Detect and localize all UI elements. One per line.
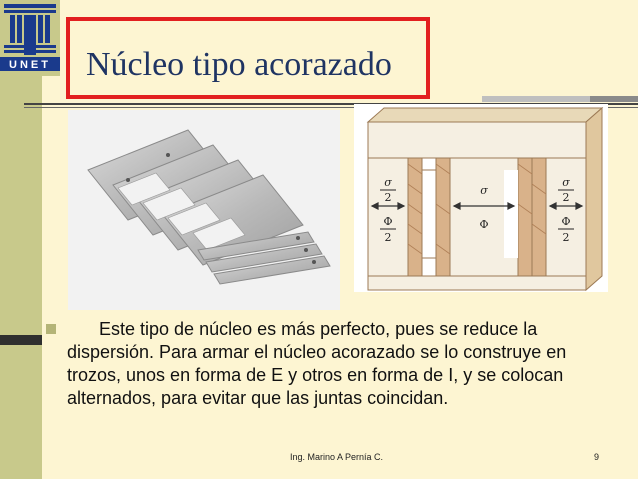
decor-bar-dark [590,96,638,102]
right-sigma-den: 2 [562,191,570,204]
body-paragraph [67,318,607,410]
body-text: Este tipo de núcleo es más perfecto, pues se reduce la dispersión. Para armar el núcleo acorazado se lo construye en trozos, unos en forma de E y otros en forma de I, y se colocan alternados, para evitar que las juntas coincidan. [67,319,567,408]
laminations-photo [68,110,340,310]
left-sigma: σ [384,176,392,189]
left-sigma-den: 2 [384,191,392,204]
logo-text: UNET [9,59,51,71]
shell-core-diagram [354,104,608,292]
left-phi: Φ [383,215,393,228]
title-box [66,17,430,99]
center-phi: Φ [479,218,489,231]
sidebar-divider [0,335,42,345]
right-phi-den: 2 [562,231,570,244]
right-sigma: σ [562,176,570,189]
slide-title: Núcleo tipo acorazado [86,46,392,83]
center-sigma: σ [480,184,488,197]
left-phi-den: 2 [384,231,392,244]
page-number: 9 [594,452,600,462]
right-phi: Φ [561,215,571,228]
unet-logo [0,0,60,76]
bullet-icon [46,324,56,334]
footer-author: Ing. Marino A Pernía C. [290,452,384,462]
